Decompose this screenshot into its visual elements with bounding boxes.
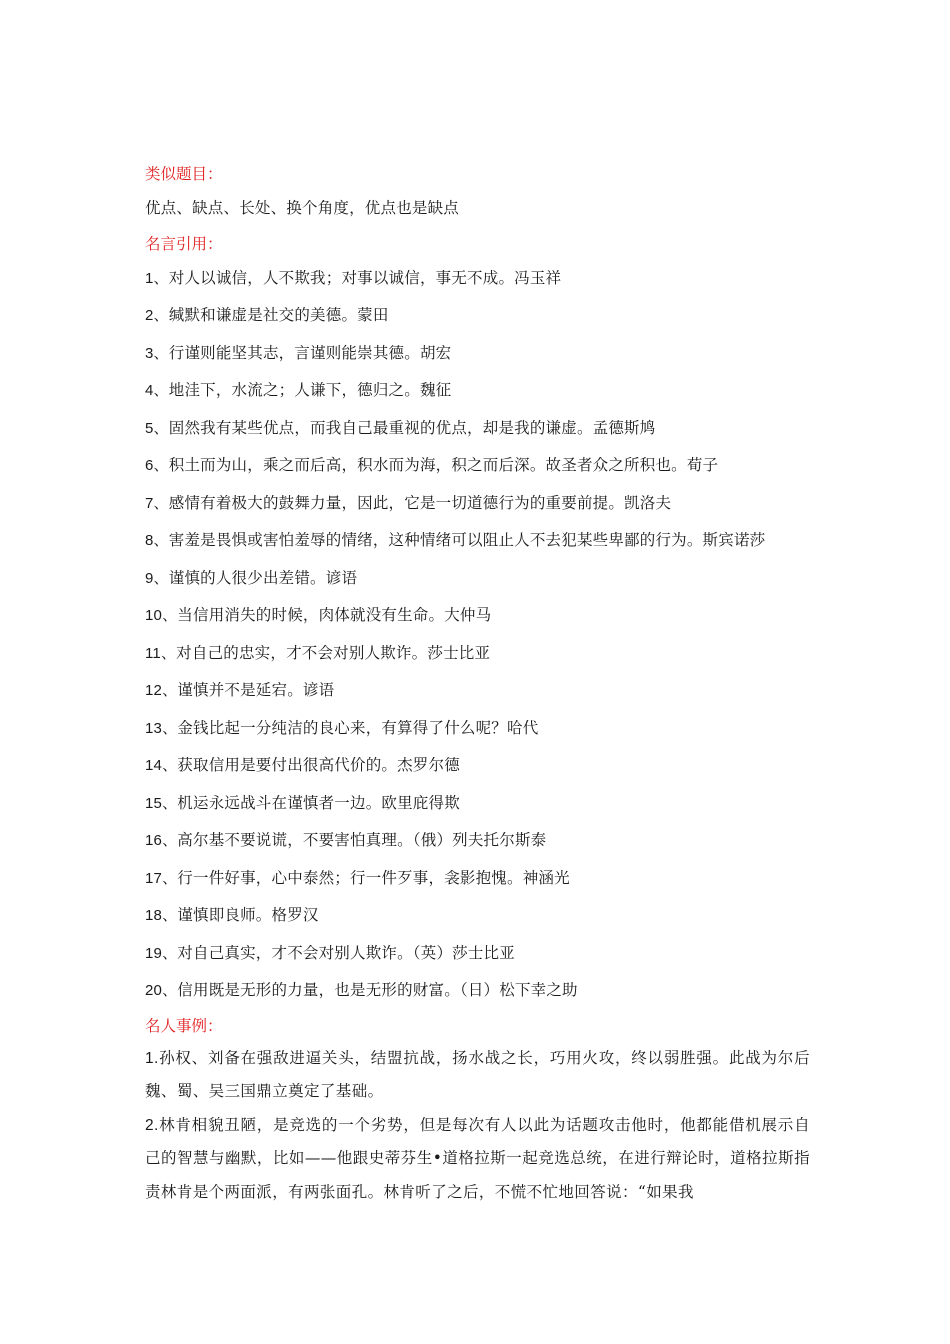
quote-number: 5、: [145, 419, 169, 437]
quote-item: [145, 785, 810, 823]
quote-item: [145, 485, 810, 523]
quote-number: 2、: [145, 307, 169, 324]
quote-text: 金钱比起一分纯洁的良心来，有算得了什么呢？哈代: [177, 718, 539, 737]
quote-text: 积土而为山，乘之而后高，积水而为海，积之而后深。故圣者众之所积也。荀子: [168, 456, 719, 474]
quote-number: 20、: [145, 982, 178, 999]
quote-number: 14、: [145, 757, 178, 774]
quote-text: 行谨则能坚其志，言谨则能崇其德。胡宏: [168, 343, 452, 362]
quote-item: [145, 672, 810, 710]
quote-number: 8、: [145, 532, 169, 549]
quote-text: 缄默和谦虚是社交的美德。蒙田: [168, 306, 389, 324]
quote-item: [145, 372, 810, 410]
quote-item: [145, 335, 810, 373]
quote-number: 19、: [145, 944, 178, 962]
quote-item: [145, 747, 810, 785]
example-list: [145, 1042, 810, 1210]
example-number: 2.: [145, 1116, 159, 1134]
quote-number: 12、: [145, 682, 178, 699]
quote-item: [145, 260, 810, 298]
quote-text: 地洼下，水流之；人谦下，德归之。魏征: [168, 381, 452, 399]
quote-item: [145, 897, 810, 935]
quote-item: [145, 822, 810, 860]
quote-text: 感情有着极大的鼓舞力量，因此，它是一切道德行为的重要前提。凯洛夫: [168, 493, 672, 512]
quote-item: [145, 297, 810, 335]
quote-text: 高尔基不要说谎，不要害怕真理。（俄）列夫托尔斯泰: [177, 831, 547, 849]
quote-item: [145, 635, 810, 673]
quote-number: 13、: [145, 719, 178, 737]
quote-text: 固然我有某些优点，而我自己最重视的优点，却是我的谦虚。孟德斯鸠: [168, 418, 656, 437]
quote-number: 1、: [145, 269, 169, 287]
quote-item: [145, 447, 810, 485]
quote-text: 谨慎的人很少出差错。谚语: [168, 568, 358, 587]
quote-number: 9、: [145, 569, 169, 587]
example-text: 孙权、刘备在强敌进逼关头，结盟抗战，扬水战之长，巧用火攻，终以弱胜强。此战为尔后魏、蜀、吴三国鼎立奠定了基础。: [145, 1048, 810, 1100]
quote-item: [145, 972, 810, 1010]
similar-title-heading: 类似题目：: [145, 165, 223, 183]
quote-number: 11、: [145, 644, 177, 662]
quote-item: [145, 597, 810, 635]
quote-number: 18、: [145, 907, 178, 924]
quote-text: 信用既是无形的力量，也是无形的财富。（日）松下幸之助: [177, 981, 578, 999]
quote-text: 当信用消失的时候，肉体就没有生命。大仲马: [177, 606, 492, 624]
example-paragraph: [145, 1109, 810, 1210]
example-paragraph: [145, 1042, 810, 1109]
document-page: [145, 158, 810, 1209]
quote-text: 对人以诚信，人不欺我；对事以诚信，事无不成。冯玉祥: [168, 268, 562, 287]
quote-text: 害羞是畏惧或害怕羞辱的情绪，这种情绪可以阻止人不去犯某些卑鄙的行为。斯宾诺莎: [168, 531, 766, 549]
quote-number: 16、: [145, 832, 178, 849]
quote-number: 7、: [145, 494, 169, 512]
quote-number: 3、: [145, 344, 169, 362]
quote-text: 谨慎即良师。格罗汉: [177, 906, 319, 924]
quotes-heading: 名言引用：: [145, 234, 223, 253]
quote-number: 6、: [145, 457, 169, 474]
similar-title-text: 优点、缺点、长处、换个角度，优点也是缺点: [145, 199, 460, 217]
example-text: 林肯相貌丑陋，是竞选的一个劣势，但是每次有人以此为话题攻击他时，他都能借机展示自己的智慧与幽默，比如——他跟史蒂芬生•道格拉斯一起竞选总统，在进行辩论时，道格拉斯指责林肯是个两面派，有两张面孔。林肯听了之后，不慌不忙地回答说：“如果我: [145, 1115, 810, 1201]
quote-text: 对自己的忠实，才不会对别人欺诈。莎士比亚: [176, 643, 491, 662]
quote-number: 15、: [145, 794, 178, 812]
quote-number: 4、: [145, 382, 169, 399]
quote-text: 谨慎并不是延宕。谚语: [177, 681, 335, 699]
examples-heading: 名人事例：: [145, 1016, 223, 1035]
quote-text: 获取信用是要付出很高代价的。杰罗尔德: [177, 756, 460, 774]
quote-text: 行一件好事，心中泰然；行一件歹事，衾影抱愧。神涵光: [177, 868, 570, 887]
quote-text: 对自己真实，才不会对别人欺诈。（英）莎士比亚: [177, 943, 515, 962]
quote-number: 17、: [145, 869, 178, 887]
quote-item: [145, 560, 810, 598]
quote-item: [145, 522, 810, 560]
quote-text: 机运永远战斗在谨慎者一边。欧里庇得欺: [177, 793, 460, 812]
quote-item: [145, 860, 810, 898]
quote-item: [145, 710, 810, 748]
quote-list: [145, 260, 810, 1010]
quote-item: [145, 410, 810, 448]
example-number: 1.: [145, 1049, 159, 1067]
quote-number: 10、: [145, 607, 178, 624]
quote-item: [145, 935, 810, 973]
